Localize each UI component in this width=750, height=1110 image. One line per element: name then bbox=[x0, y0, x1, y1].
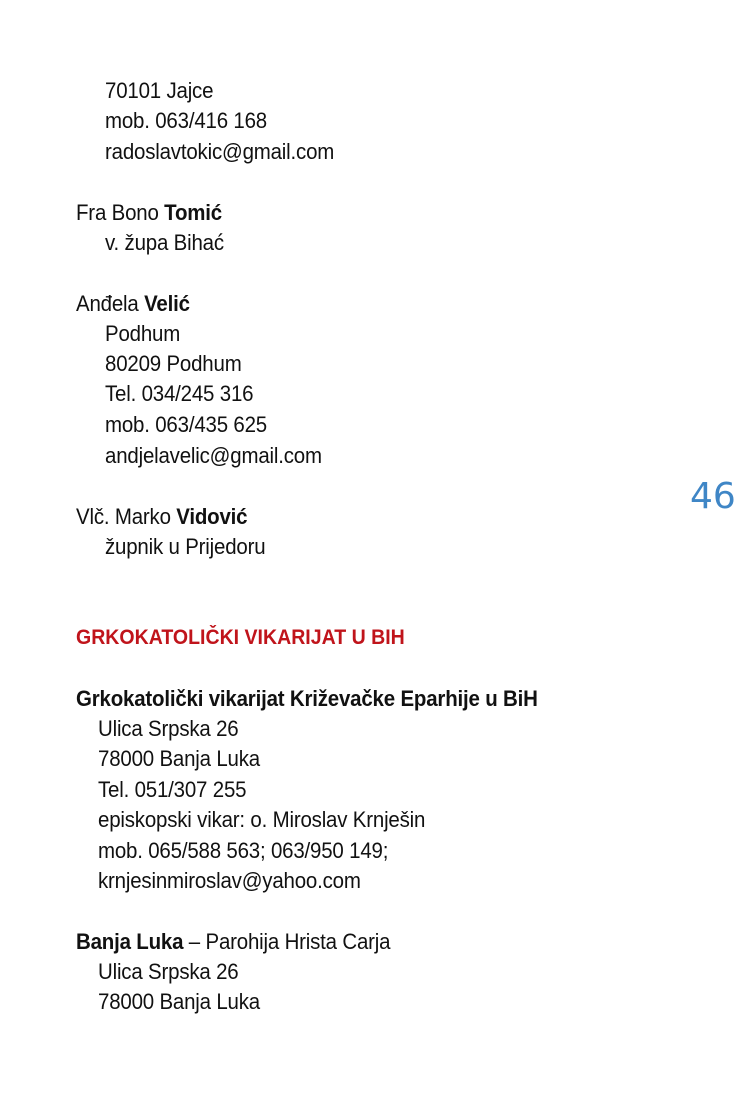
vicar-line: episkopski vikar: o. Miroslav Krnješin bbox=[98, 807, 426, 832]
mobile-number: mob. 065/588 563; 063/950 149; bbox=[98, 838, 389, 863]
surname: Tomić bbox=[164, 200, 222, 225]
mobile-number: mob. 063/435 625 bbox=[105, 412, 267, 437]
entry-role: v. župa Bihać bbox=[105, 230, 224, 255]
email-address: andjelavelic@gmail.com bbox=[105, 443, 322, 468]
institution-title: Grkokatolički vikarijat Križevačke Eparhije u BiH bbox=[76, 686, 538, 711]
entry-name bbox=[76, 199, 222, 227]
email-address: krnjesinmiroslav@yahoo.com bbox=[98, 868, 361, 893]
address-line: 70101 Jajce bbox=[105, 78, 214, 103]
entry-role: župnik u Prijedoru bbox=[105, 534, 266, 559]
parish-name bbox=[76, 928, 390, 956]
surname: Vidović bbox=[176, 504, 248, 529]
address-line: 78000 Banja Luka bbox=[98, 746, 260, 771]
parish-title: – Parohija Hrista Carja bbox=[183, 929, 391, 954]
mobile-number: mob. 063/416 168 bbox=[105, 108, 267, 133]
name-prefix: Anđela bbox=[76, 291, 145, 316]
place-line: Podhum bbox=[105, 321, 181, 346]
address-line: 80209 Podhum bbox=[105, 351, 242, 376]
entry-name bbox=[76, 503, 247, 531]
page-number: 46 bbox=[690, 476, 736, 517]
parish-city: Banja Luka bbox=[76, 929, 184, 954]
section-heading: GRKOKATOLIČKI VIKARIJAT U BIH bbox=[76, 626, 405, 649]
address-line: 78000 Banja Luka bbox=[98, 989, 260, 1014]
name-prefix: Vlč. Marko bbox=[76, 504, 177, 529]
entry-name bbox=[76, 290, 190, 318]
name-prefix: Fra Bono bbox=[76, 200, 165, 225]
street-address: Ulica Srpska 26 bbox=[98, 959, 239, 984]
surname: Velić bbox=[144, 291, 190, 316]
phone-number: Tel. 034/245 316 bbox=[105, 381, 254, 406]
phone-number: Tel. 051/307 255 bbox=[98, 777, 247, 802]
email-address: radoslavtokic@gmail.com bbox=[105, 139, 335, 164]
street-address: Ulica Srpska 26 bbox=[98, 716, 239, 741]
